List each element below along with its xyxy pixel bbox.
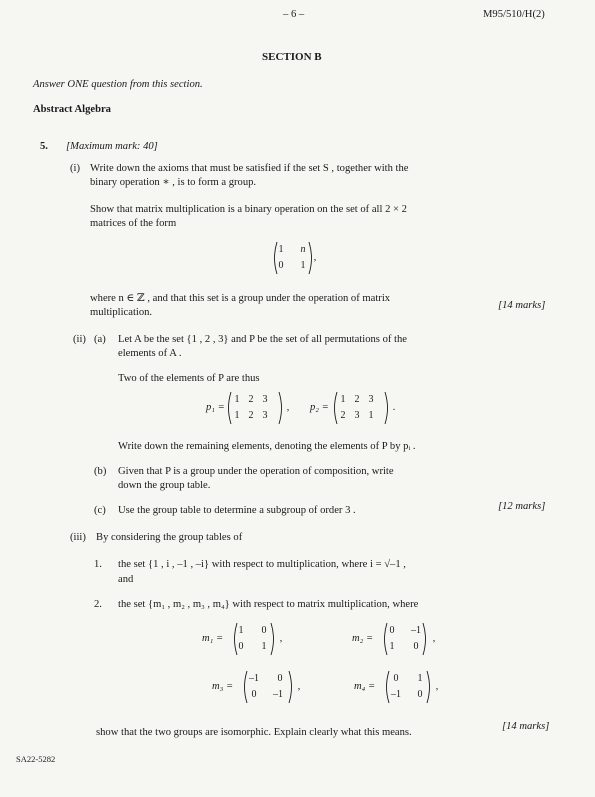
permutation-p1	[206, 391, 296, 425]
matrix-form-d: 1	[300, 260, 306, 271]
part-ii-b-line1: Given that P is a group under the operation of composition, write	[118, 466, 394, 477]
part-i-line2: binary operation ∗ , is to form a group.	[90, 177, 257, 188]
p2-bottom-3: 1	[368, 410, 374, 421]
part-iii-item1-label: 1.	[94, 559, 102, 570]
p2-name: p₂ =	[310, 402, 329, 413]
p2-punct: .	[392, 402, 396, 413]
m4-b: 1	[417, 673, 423, 684]
part-i-line4: matrices of the form	[90, 218, 177, 229]
section-title: SECTION B	[262, 51, 322, 63]
part-i-line3: Show that matrix multiplication is a binary operation on the set of all 2 × 2	[90, 204, 407, 215]
m3-a: –1	[249, 673, 259, 684]
part-ii-label: (ii)	[73, 334, 86, 345]
m2-name: m₂ =	[352, 633, 374, 644]
m4-a: 0	[393, 673, 399, 684]
part-ii-a-line4: Write down the remaining elements, denoting the elements of P by pᵢ .	[118, 441, 416, 452]
topic-heading: Abstract Algebra	[33, 104, 111, 115]
part-ii-b-line2: down the group table.	[118, 480, 211, 491]
part-ii-a-line2: elements of A .	[118, 348, 182, 359]
p1-top-3: 3	[262, 394, 268, 405]
m2-a: 0	[389, 625, 395, 636]
m1-a: 1	[238, 625, 244, 636]
matrix-form-b: n	[300, 244, 306, 255]
p1-bottom-1: 1	[234, 410, 240, 421]
m1-punct: ,	[279, 633, 283, 644]
part-i-marks: [14 marks]	[498, 300, 546, 311]
part-i-label: (i)	[70, 163, 80, 174]
m4-punct: ,	[435, 681, 439, 692]
part-ii-a-line3: Two of the elements of P are thus	[118, 373, 260, 384]
matrix-form-a: 1	[278, 244, 284, 255]
p1-top-1: 1	[234, 394, 240, 405]
part-ii-a-label: (a)	[94, 334, 106, 345]
p2-top-3: 3	[368, 394, 374, 405]
m1-d: 1	[261, 641, 267, 652]
matrix-form	[272, 241, 332, 275]
question-number: 5.	[40, 141, 48, 152]
part-ii-b-label: (b)	[94, 466, 107, 477]
p1-top-2: 2	[248, 394, 254, 405]
part-ii-marks: [12 marks]	[498, 501, 546, 512]
part-iii-item2-label: 2.	[94, 599, 102, 610]
m2-d: 0	[413, 641, 419, 652]
part-iii-label: (iii)	[70, 532, 86, 543]
part-ii-c-line1: Use the group table to determine a subgroup of order 3 .	[118, 505, 356, 516]
p1-punct: ,	[286, 402, 290, 413]
permutation-p2	[310, 391, 400, 425]
m2-b: –1	[411, 625, 421, 636]
p2-top-1: 1	[340, 394, 346, 405]
p2-bottom-2: 3	[354, 410, 360, 421]
part-iii-conclusion: show that the two groups are isomorphic. Explain clearly what this means.	[96, 727, 412, 738]
m3-d: –1	[273, 689, 283, 700]
matrix-m2	[352, 622, 452, 656]
matrix-m3	[212, 670, 312, 704]
m3-punct: ,	[297, 681, 301, 692]
matrix-m4	[354, 670, 454, 704]
matrix-m1	[202, 622, 302, 656]
paper-code: M95/510/H(2)	[483, 9, 545, 20]
m3-c: 0	[251, 689, 257, 700]
p2-top-2: 2	[354, 394, 360, 405]
part-iii-marks: [14 marks]	[502, 721, 550, 732]
m4-name: m₄ =	[354, 681, 376, 692]
p1-name: p₁ =	[206, 402, 225, 413]
section-instruction: Answer ONE question from this section.	[33, 79, 203, 90]
p1-bottom-3: 3	[262, 410, 268, 421]
m3-b: 0	[277, 673, 283, 684]
footer-code: SA22-5282	[16, 754, 56, 764]
m1-name: m₁ =	[202, 633, 224, 644]
part-iii-item1-line1: the set {1 , i , –1 , –i} with respect to multiplication, where i = √–1 ,	[118, 559, 406, 570]
p1-bottom-2: 2	[248, 410, 254, 421]
part-iii-item1-line2: and	[118, 574, 134, 585]
part-i-line5: where n ∈ ℤ , and that this set is a group under the operation of matrix	[90, 293, 391, 304]
part-iii-line1: By considering the group tables of	[96, 532, 243, 543]
m3-name: m₃ =	[212, 681, 234, 692]
m1-c: 0	[238, 641, 244, 652]
matrix-form-punct: ,	[313, 252, 317, 263]
m4-c: –1	[391, 689, 401, 700]
m4-d: 0	[417, 689, 423, 700]
p2-bottom-1: 2	[340, 410, 346, 421]
part-ii-c-label: (c)	[94, 505, 106, 516]
part-i-line6: multiplication.	[90, 307, 153, 318]
page-number: – 6 –	[283, 9, 305, 20]
max-mark: [Maximum mark: 40]	[66, 141, 158, 152]
matrix-form-c: 0	[278, 260, 284, 271]
part-ii-a-line1: Let A be the set {1 , 2 , 3} and P be the set of all permutations of the	[118, 334, 407, 345]
part-i-line1: Write down the axioms that must be satisfied if the set S , together with the	[90, 163, 409, 174]
m2-c: 1	[389, 641, 395, 652]
part-iii-item2-line1: the set {m₁ , m₂ , m₃ , m₄} with respect to matrix multiplication, where	[118, 599, 419, 610]
m1-b: 0	[261, 625, 267, 636]
m2-punct: ,	[432, 633, 436, 644]
